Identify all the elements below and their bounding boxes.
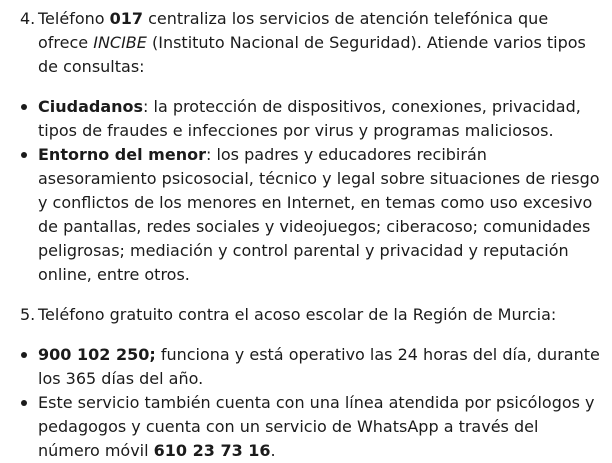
bullet-text-end: . <box>270 441 276 460</box>
bullet-text: : la protección de dispositivos, conexiones, privacidad, tipos de fraudes e infecciones por virus y programas maliciosos. <box>38 97 581 140</box>
incibe-name: INCIBE <box>93 33 147 52</box>
bullet-title: Entorno del menor <box>38 145 206 164</box>
list-number: 5. <box>20 305 36 324</box>
bullet-icon <box>21 352 27 358</box>
phone-017: 017 <box>109 9 144 28</box>
bullet-item-whatsapp <box>0 391 612 463</box>
bullet-list-4 <box>0 95 612 287</box>
bullet-list-5 <box>0 343 612 463</box>
bullet-phone-number: 900 102 250; <box>38 345 156 364</box>
bullet-text: funciona y está operativo las 24 horas del día, durante los 365 días del año. <box>38 345 600 388</box>
bullet-item-ciudadanos <box>0 95 612 143</box>
bullet-item-phone <box>0 343 612 391</box>
bullet-item-entorno-menor <box>0 143 612 287</box>
bullet-text: Este servicio también cuenta con una línea atendida por psicólogos y pedagogos y cuenta con un servicio de WhatsApp a través del número móvil <box>38 393 595 460</box>
bullet-icon <box>21 152 27 158</box>
bullet-title: Ciudadanos <box>38 97 144 116</box>
bullet-icon <box>21 104 27 110</box>
bullet-icon <box>21 400 27 406</box>
list-item-5 <box>0 303 612 327</box>
document-body <box>0 7 612 463</box>
item4-text-a: Teléfono <box>38 9 110 28</box>
bullet-text: : los padres y educadores recibirán asesoramiento psicosocial, técnico y legal sobre situaciones de riesgo y conflictos de los menores en Internet, en temas como uso excesivo de pantallas, redes sociales y videojuegos; ciberacoso; comunidades peligrosas; mediación y control parental y privacidad y reputación online, entre otros. <box>38 145 600 284</box>
list-number: 4. <box>20 9 36 28</box>
whatsapp-number: 610 23 73 16 <box>153 441 271 460</box>
item4-text-c: (Instituto Nacional de Seguridad). Atiende varios tipos de consultas: <box>38 33 586 76</box>
item4-text-b: centraliza los servicios de atención telefónica que ofrece <box>38 9 549 52</box>
item5-text: Teléfono gratuito contra el acoso escolar de la Región de Murcia: <box>38 305 557 324</box>
list-item-4 <box>0 7 612 79</box>
